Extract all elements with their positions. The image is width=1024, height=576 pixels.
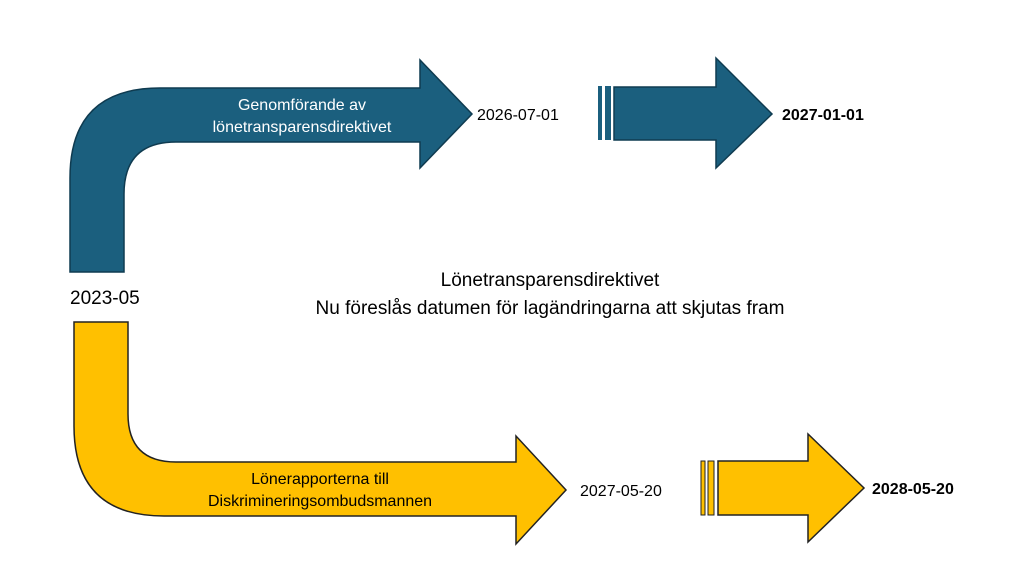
yellow-extension-arrow xyxy=(718,434,864,542)
yellow-break-bar-2 xyxy=(708,461,714,515)
blue-original-date: 2026-07-01 xyxy=(477,107,559,124)
yellow-bent-arrow xyxy=(74,322,566,544)
blue-arrow-label-line2: lönetransparensdirektivet xyxy=(212,119,392,136)
yellow-original-date: 2027-05-20 xyxy=(580,483,662,500)
blue-break-bar-2 xyxy=(605,86,611,140)
yellow-arrow-label-line2: Diskrimineringsombudsmannen xyxy=(207,493,433,510)
blue-bent-arrow xyxy=(70,60,472,272)
diagram-title-line2: Nu föreslås datumen för lagändringarna att skjutas fram xyxy=(315,298,785,319)
blue-new-date: 2027-01-01 xyxy=(782,107,864,124)
yellow-new-date: 2028-05-20 xyxy=(872,481,954,498)
diagram-title-line1: Lönetransparensdirektivet xyxy=(440,270,660,291)
yellow-break-bar-1 xyxy=(701,461,705,515)
start-date: 2023-05 xyxy=(70,288,140,309)
blue-break-bar-1 xyxy=(598,86,602,140)
yellow-arrow-label-line1: Lönerapporterna till xyxy=(251,471,389,488)
blue-extension-arrow xyxy=(614,58,772,168)
blue-arrow-label-line1: Genomförande av xyxy=(237,97,367,114)
